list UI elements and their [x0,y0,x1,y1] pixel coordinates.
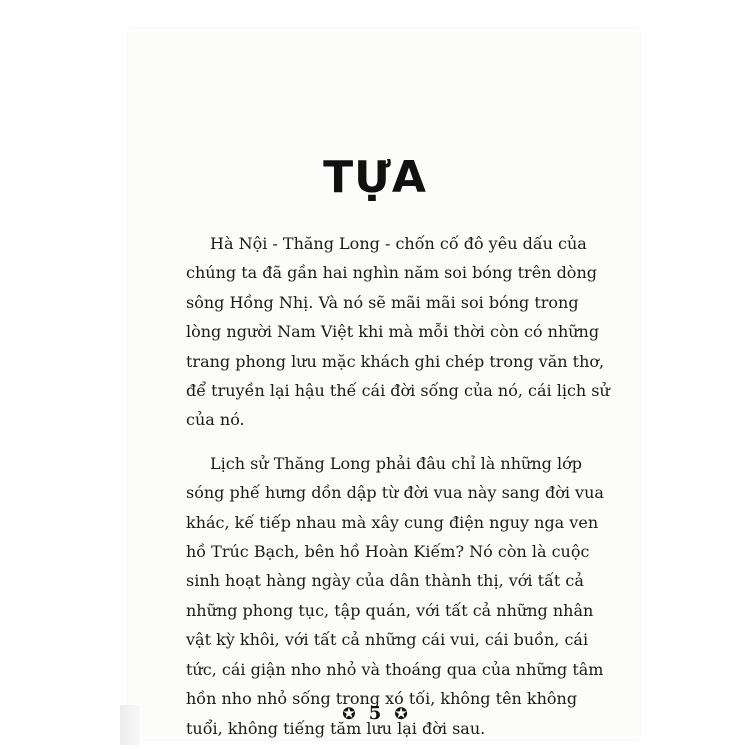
text-line: tức, cái giận nho nhỏ và thoáng qua của những tâm [186,659,604,679]
text-line: Lịch sử Thăng Long phải đâu chỉ là những lớp [210,453,582,473]
paragraph-2 [186,449,604,743]
page-title: TỰA [323,152,427,203]
text-line: để truyền lại hậu thế cái đời sống của nó, cái lịch sử [186,381,610,401]
text-line: tuổi, không tiếng tăm lưu lại đời sau. [186,718,486,738]
text-line: của nó. [186,410,245,430]
text-line: vật kỳ khôi, với tất cả những cái vui, cái buồn, cái [186,630,589,650]
text-line: hồ Trúc Bạch, bên hồ Hoàn Kiếm? Nó còn là cuộc [186,542,590,562]
ornament-icon: ✪ [342,704,356,723]
text-line: hồn nho nhỏ sống trong xó tối, không tên không [186,689,578,709]
text-line: sinh hoạt hàng ngày của dân thành thị, với tất cả [186,571,584,591]
page-footer [0,703,750,724]
text-line: sông Hồng Nhị. Và nó sẽ mãi mãi soi bóng trong [186,292,579,312]
text-line: khác, kế tiếp nhau mà xây cung điện nguy nga ven [186,512,599,532]
text-line: những phong tục, tập quán, với tất cả những nhân [186,600,594,620]
text-line: lòng người Nam Việt khi mà mỗi thời còn có những [186,322,600,342]
text-line: trang phong lưu mặc khách ghi chép trong văn thơ, [186,351,605,371]
page-number: 5 [368,703,382,724]
text-line: chúng ta đã gần hai nghìn năm soi bóng trên dòng [186,263,597,283]
text-line: sóng phế hưng dồn dập từ đời vua này sang đời vua [186,483,604,503]
text-line: Hà Nội - Thăng Long - chốn cố đô yêu dấu của [210,234,587,253]
preface-body [186,229,610,743]
paragraph-1 [186,229,610,435]
ornament-icon: ✪ [394,704,408,723]
